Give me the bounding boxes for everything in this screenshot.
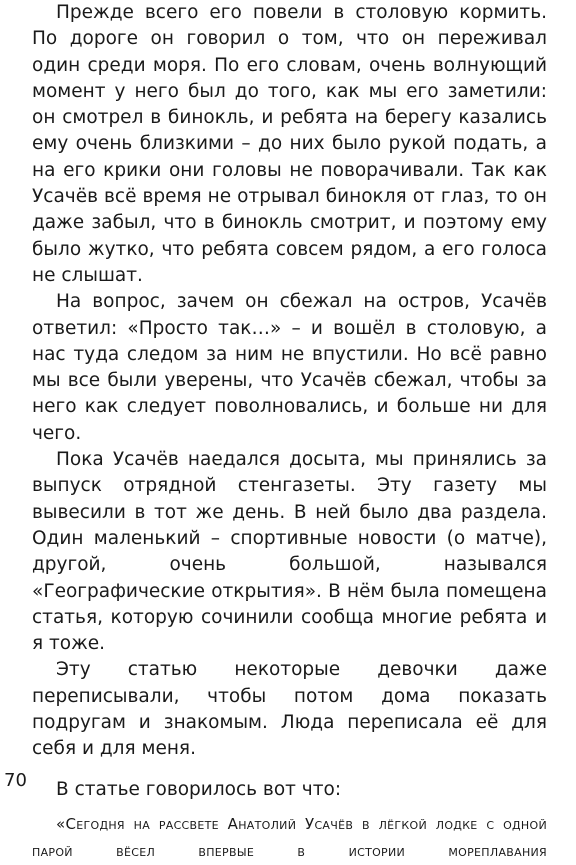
article-quote: «Сегодня на рассвете Анатолий Усачёв в лёгкой лодке с одной парой вёсел впервые в истории мореплавания bbox=[32, 814, 547, 860]
page-number: 70 bbox=[4, 770, 27, 791]
paragraph-1: Прежде всего его повели в столовую кормить. По дороге он говорил о том, что он переживал один среди моря. По его словам, очень волнующий момент у него был до того, как мы его заметили: он смотрел в бинокль, и ребята на берегу казались ему очень близкими – до них было рукой подать, а на его крики они головы не поворачивали. Так как Усачёв всё время не отрывал бинокля от глаз, то он даже забыл, что в бинокль смотрит, и поэтому ему было жутко, что ребята совсем рядом, а его голоса не слышат. bbox=[32, 2, 547, 286]
paragraph-4: Эту статью некоторые девочки даже переписывали, чтобы потом дома показать подругам и знакомым. Люда переписала её для себя и для меня. bbox=[32, 659, 547, 760]
paragraph-3: Пока Усачёв наедался досыта, мы принялись за выпуск отрядной стенгазеты. Эту газету мы вывесили в тот же день. В ней было два раздела. Один маленький – спортивные новости (о матче), другой, очень большой, назывался «Географические открытия». В нём была помещена статья, которую сочинили сообща многие ребята и я тоже. bbox=[32, 449, 547, 655]
page-body bbox=[32, 0, 547, 865]
quote-intro: В статье говорилось вот что: bbox=[56, 778, 342, 800]
paragraph-2: На вопрос, зачем он сбежал на остров, Усачёв ответил: «Просто так…» – и вошёл в столовую, а нас туда следом за ним не впустили. Но всё равно мы все были уверены, что Усачёв сбежал, чтобы за него как следует поволновались, и больше ни для чего. bbox=[32, 291, 547, 444]
